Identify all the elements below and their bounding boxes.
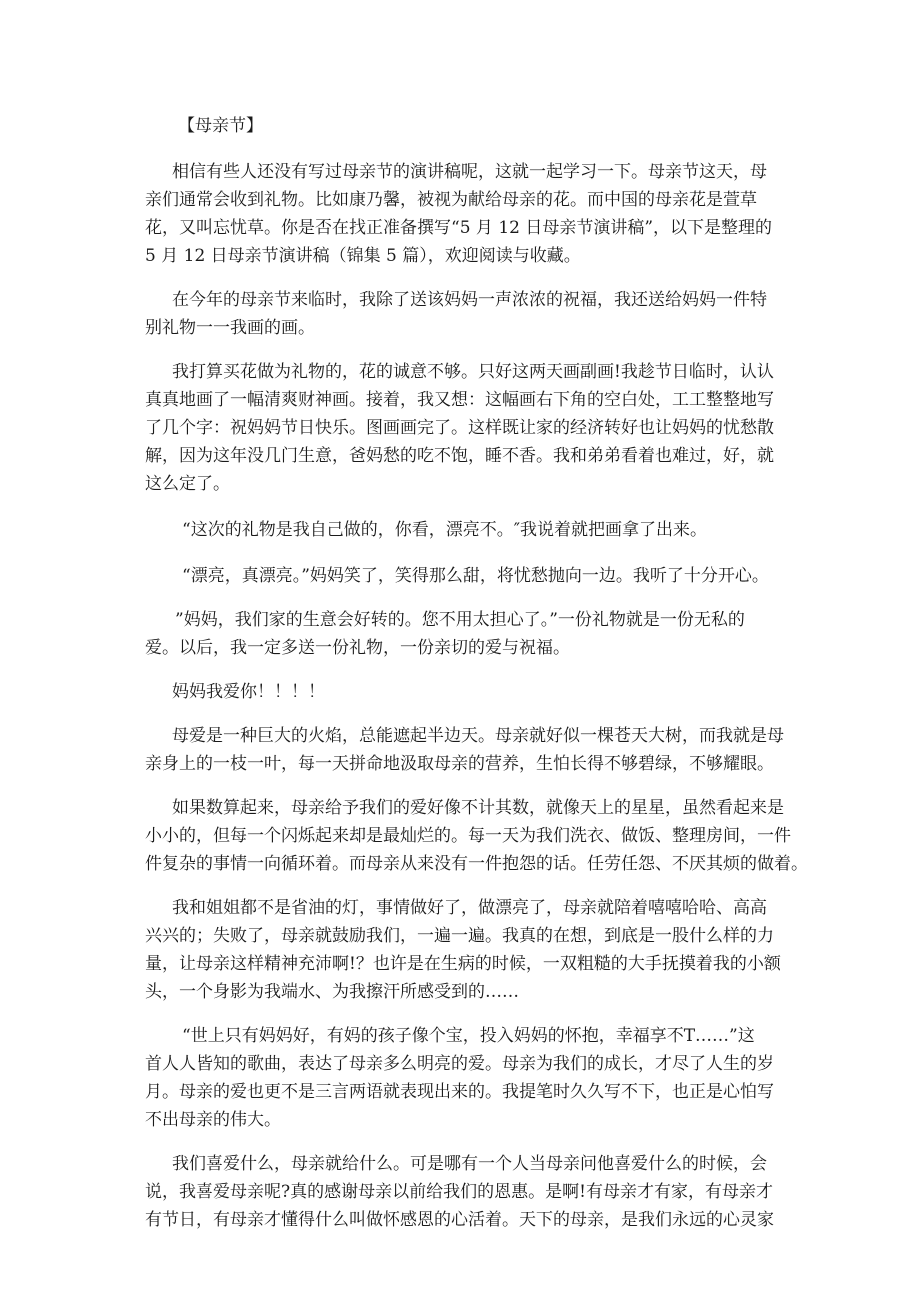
text-line: 我们喜爱什么，母亲就给什么。可是哪有一个人当母亲问他喜爱什么的时候，会	[172, 1154, 767, 1174]
text-line: “漂亮，真漂亮。”妈妈笑了，笑得那么甜，将忧愁抛向一边。我听了十分开心。	[182, 566, 769, 586]
text-line: 花，又叫忘忧草。你是否在找正准备撰写“5 月 12 日母亲节演讲稿”，以下是整理的	[145, 218, 773, 238]
text-line: “世上只有妈妈好，有妈的孩子像个宝，投入妈妈的怀抱，幸福享不T……”这	[182, 1026, 755, 1046]
text-line: 解，因为这年没几门生意，爸妈愁的吃不饱，睡不香。我和弟弟看着也难过，好，就	[145, 446, 774, 466]
text-line: 真真地画了一幅清爽财神画。接着，我又想：这幅画右下角的空白处，工工整整地写	[145, 390, 774, 410]
text-line: 了几个字：祝妈妈节日快乐。图画画完了。这样既让家的经济转好也让妈妈的忧愁散	[145, 418, 774, 438]
text-line: “这次的礼物是我自己做的，你看，漂亮不。″我说着就把画拿了出来。	[182, 520, 708, 540]
text-line: ”妈妈，我们家的生意会好转的。您不用太担心了。”一份礼物就是一份无私的	[175, 610, 745, 630]
text-line: 月。母亲的爱也更不是三言两语就表现出来的。我提笔时久久写不下，也正是心怕写	[145, 1082, 774, 1102]
text-line: 相信有些人还没有写过母亲节的演讲稿呢，这就一起学习一下。母亲节这天，母	[172, 162, 767, 182]
text-line: 我和姐姐都不是省油的灯，事情做好了，做漂亮了，母亲就陪着嘻嘻哈哈、高高	[172, 898, 767, 918]
text-line: 别礼物一一我画的画。	[145, 318, 315, 338]
text-line: 母爱是一种巨大的火焰，总能遮起半边天。母亲就好似一棵苍天大树，而我就是母	[172, 726, 784, 746]
text-line: 亲们通常会收到礼物。比如康乃馨，被视为献给母亲的花。而中国的母亲花是萱草	[145, 190, 757, 210]
text-line: 亲身上的一枝一叶，每一天拼命地汲取母亲的营养，生怕长得不够碧绿，不够耀眼。	[145, 754, 774, 774]
text-line: 量，让母亲这样精神充沛啊!？也许是在生病的时候，一双粗糙的大手抚摸着我的小额	[145, 954, 781, 974]
text-line: 5 月 12 日母亲节演讲稿（锦集 5 篇），欢迎阅读与收藏。	[145, 246, 581, 266]
text-line: 头，一个身影为我端水、为我擦汗所感受到的……	[145, 982, 519, 1002]
text-line: 妈妈我爱你！！！！	[172, 682, 325, 702]
text-line: 爱。以后，我一定多送一份礼物，一份亲切的爱与祝福。	[145, 638, 570, 658]
text-line: 在今年的母亲节来临时，我除了送该妈妈一声浓浓的祝福，我还送给妈妈一件特	[172, 290, 767, 310]
text-line: 小小的，但每一个闪烁起来却是最灿烂的。每一天为我们洗衣、做饭、整理房间，一件	[145, 826, 791, 846]
text-line: 首人人皆知的歌曲，表达了母亲多么明亮的爱。母亲为我们的成长，才尽了人生的岁	[145, 1054, 774, 1074]
text-line: 如果数算起来，母亲给予我们的爱好像不计其数，就像天上的星星，虽然看起来是	[172, 798, 784, 818]
document-title: 【母亲节】	[178, 116, 263, 136]
text-line: 这么定了。	[145, 474, 230, 494]
text-line: 我打算买花做为礼物的，花的诚意不够。只好这两天画副画!我趁节日临时，认认	[172, 362, 774, 382]
text-line: 件复杂的事情一向循环着。而母亲从来没有一件抱怨的话。任劳任怨、不厌其烦的做着。	[145, 854, 808, 874]
text-line: 不出母亲的伟大。	[145, 1110, 281, 1130]
text-line: 有节日，有母亲才懂得什么叫做怀感恩的心活着。天下的母亲，是我们永远的心灵家	[145, 1210, 774, 1230]
text-line: 兴兴的；失败了，母亲就鼓励我们，一遍一遍。我真的在想，到底是一股什么样的力	[145, 926, 774, 946]
text-line: 说，我喜爱母亲呢?真的感谢母亲以前给我们的恩惠。是啊!有母亲才有家，有母亲才	[145, 1182, 773, 1202]
